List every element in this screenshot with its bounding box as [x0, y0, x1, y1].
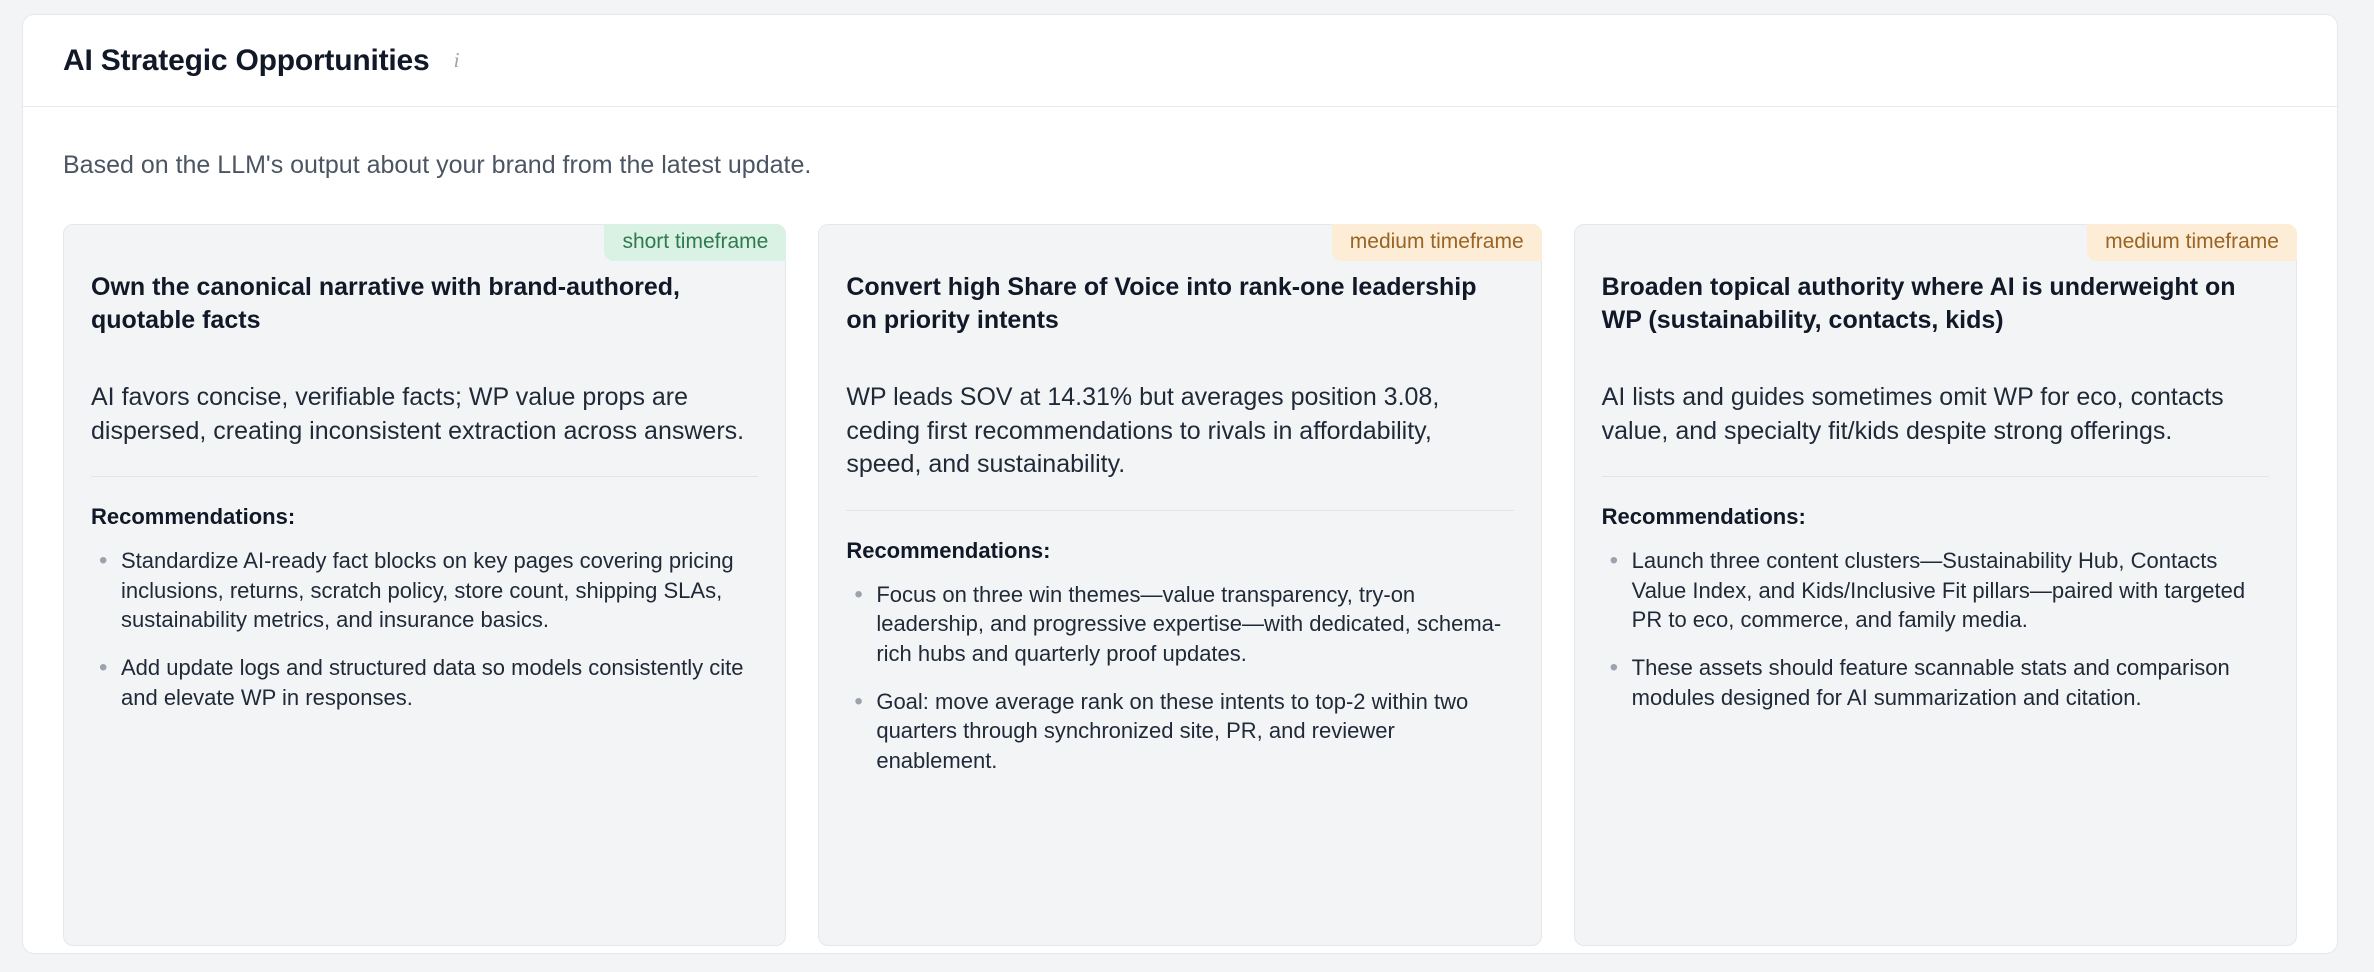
card-description: AI lists and guides sometimes omit WP for eco, contacts value, and specialty fit/kids despite strong offerings. [1601, 383, 2224, 445]
ai-strategic-opportunities-panel [22, 14, 2338, 954]
card-divider [1602, 476, 2269, 477]
card-description: WP leads SOV at 14.31% but averages position 3.08, ceding first recommendations to rivals in affordability, speed, and sustainability. [846, 383, 1440, 478]
status-badge: medium timeframe [1332, 224, 1542, 261]
status-badge: medium timeframe [2087, 224, 2297, 261]
panel-header [23, 15, 2337, 107]
recommendations-list [91, 546, 758, 712]
opportunity-card[interactable] [1574, 224, 2297, 946]
panel-subtitle: Based on the LLM's output about your brand from the latest update. [63, 151, 812, 179]
page-title: AI Strategic Opportunities [63, 43, 430, 77]
list-item: • Launch three content clusters—Sustainability Hub, Contacts Value Index, and Kids/Inclusive Fit pillars—paired with targeted PR to eco, commerce, and family media. [1602, 546, 2269, 635]
list-item: • Goal: move average rank on these intents to top-2 within two quarters through synchronized site, PR, and reviewer enablement. [846, 687, 1513, 776]
card-title: Convert high Share of Voice into rank-one leadership on priority intents [846, 273, 1477, 334]
opportunity-card[interactable] [818, 224, 1541, 946]
list-item: • Focus on three win themes—value transparency, try-on leadership, and progressive expertise—with dedicated, schema-rich hubs and quarterly proof updates. [846, 580, 1513, 669]
list-item: • These assets should feature scannable stats and comparison modules designed for AI summarization and citation. [1602, 653, 2269, 712]
opportunity-card-list [63, 224, 2297, 946]
card-title: Own the canonical narrative with brand-authored, quotable facts [91, 273, 680, 334]
recommendations-label: Recommendations: [846, 537, 1051, 563]
card-divider [846, 510, 1513, 511]
card-title: Broaden topical authority where AI is underweight on WP (sustainability, contacts, kids) [1601, 273, 2236, 334]
info-icon[interactable]: i [453, 48, 460, 72]
opportunity-card[interactable] [63, 224, 786, 946]
recommendations-label: Recommendations: [1601, 504, 1806, 529]
list-item: • Standardize AI-ready fact blocks on key pages covering pricing inclusions, returns, scratch policy, store count, shipping SLAs, sustainability metrics, and insurance basics. [91, 546, 758, 635]
card-divider [91, 476, 758, 477]
status-badge: short timeframe [604, 224, 786, 261]
list-item: • Add update logs and structured data so models consistently cite and elevate WP in responses. [91, 653, 758, 712]
recommendations-list [846, 580, 1513, 776]
recommendations-label: Recommendations: [91, 504, 296, 529]
card-description: AI favors concise, verifiable facts; WP value props are dispersed, creating inconsistent extraction across answers. [91, 383, 745, 445]
panel-body [23, 107, 2337, 946]
recommendations-list [1602, 546, 2269, 712]
